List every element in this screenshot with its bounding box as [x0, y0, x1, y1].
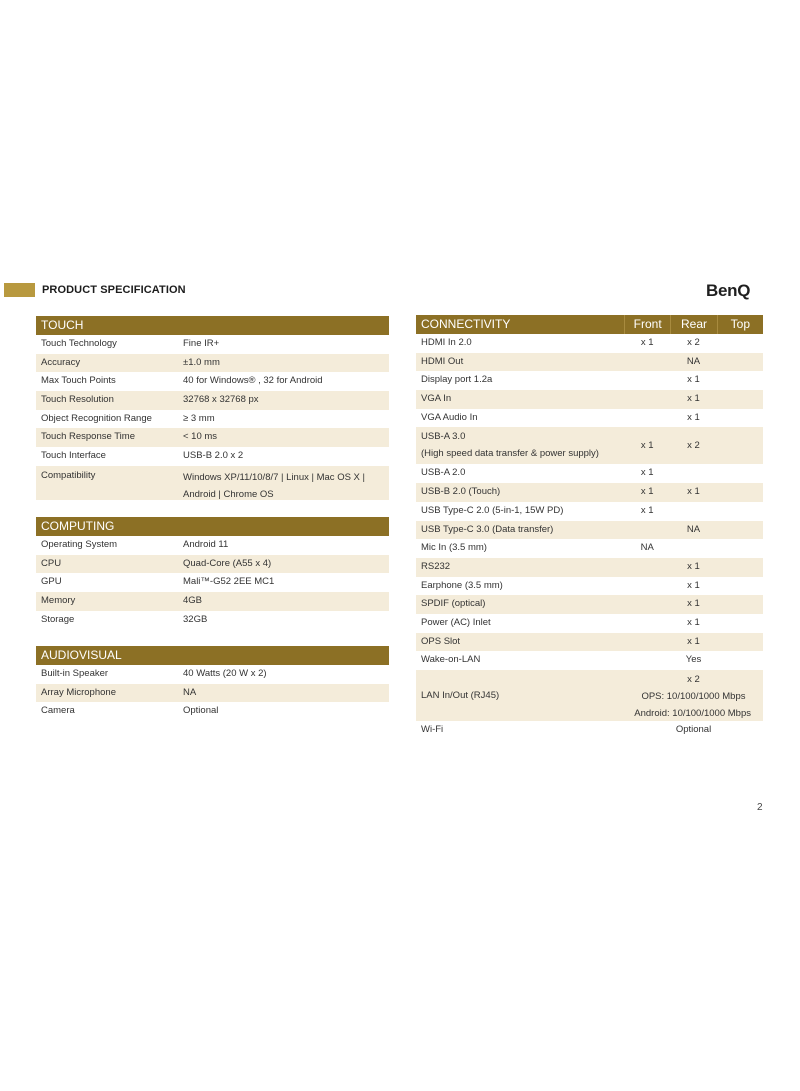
- computing-section-title: COMPUTING: [36, 517, 389, 536]
- spec-label: GPU: [41, 576, 62, 588]
- port-rear: x 1: [687, 598, 700, 610]
- port-row: [416, 721, 763, 740]
- spec-row: [36, 536, 389, 555]
- spec-label: Built-in Speaker: [41, 668, 109, 679]
- port-rear: NA: [686, 355, 701, 367]
- port-label: VGA Audio In: [421, 411, 478, 423]
- port-rear: x 1: [687, 374, 700, 386]
- port-row: [416, 614, 763, 633]
- port-label: Power (AC) Inlet: [421, 616, 491, 628]
- port-top: [717, 353, 763, 372]
- spec-label: Storage: [41, 613, 75, 625]
- spec-value-line: Android | Chrome OS: [183, 488, 274, 500]
- port-front: [624, 371, 670, 390]
- port-row: [416, 521, 763, 540]
- port-label: USB-A 2.0: [421, 467, 466, 479]
- port-rear: x 1: [687, 393, 700, 405]
- port-front: x 1: [640, 486, 654, 498]
- port-front: [624, 390, 670, 409]
- spec-value: Quad-Core (A55 x 4): [183, 557, 272, 569]
- column-front: Front: [624, 315, 670, 334]
- port-front: NA: [640, 542, 654, 554]
- spec-value: Fine IR+: [183, 338, 220, 349]
- spec-row: [36, 391, 389, 410]
- spec-value: 32768 x 32768 px: [183, 394, 259, 406]
- port-row: [416, 390, 763, 409]
- audiovisual-section-title: AUDIOVISUAL: [36, 646, 389, 665]
- spec-row: [36, 611, 389, 630]
- spec-label: Accuracy: [41, 356, 81, 368]
- port-label: Earphone (3.5 mm): [421, 579, 503, 591]
- port-row: [416, 670, 763, 721]
- port-top: [717, 614, 763, 633]
- spec-value: [183, 466, 389, 500]
- spec-label: Max Touch Points: [41, 375, 116, 387]
- port-row: [416, 558, 763, 577]
- spec-row: [36, 466, 389, 500]
- spec-row: [36, 702, 389, 721]
- port-row: [416, 409, 763, 428]
- connectivity-section-title: CONNECTIVITY: [421, 317, 511, 331]
- port-label: USB Type-C 3.0 (Data transfer): [421, 523, 554, 535]
- port-label: Wake-on-LAN: [421, 654, 481, 666]
- port-rear: [670, 464, 716, 483]
- port-rear: x 2: [687, 337, 700, 348]
- port-rear: x 2: [687, 440, 700, 452]
- spec-value: Optional: [183, 705, 219, 717]
- benq-logo: BenQ: [706, 281, 751, 300]
- port-label: Display port 1.2a: [421, 374, 493, 386]
- port-top: [717, 483, 763, 502]
- spec-value: USB-B 2.0 x 2: [183, 450, 244, 462]
- port-label: OPS Slot: [421, 635, 461, 647]
- spec-value: 40 Watts (20 W x 2): [183, 668, 267, 679]
- port-front: [624, 595, 670, 614]
- port-label: LAN In/Out (RJ45): [421, 690, 500, 701]
- column-rear: Rear: [670, 315, 716, 334]
- port-front: x 1: [640, 467, 654, 479]
- port-row: [416, 427, 763, 464]
- spec-row: [36, 335, 389, 354]
- spec-label: Camera: [41, 705, 75, 717]
- spec-value: 40 for Windows® , 32 for Android: [183, 375, 323, 387]
- port-row: [416, 483, 763, 502]
- port-label: VGA In: [421, 393, 452, 405]
- spec-row: [36, 428, 389, 447]
- header-accent-bar: [4, 283, 35, 297]
- port-front: x 1: [640, 504, 654, 516]
- port-value-line: x 2: [687, 674, 700, 685]
- port-row: [416, 651, 763, 670]
- page-title: PRODUCT SPECIFICATION: [42, 284, 186, 296]
- spec-value: 32GB: [183, 613, 208, 625]
- spec-row: [36, 684, 389, 703]
- page-number: 2: [757, 802, 763, 813]
- port-top: [717, 577, 763, 596]
- spec-label: Compatibility: [41, 469, 96, 481]
- port-front: [624, 614, 670, 633]
- port-value: [624, 670, 763, 721]
- port-top: [717, 595, 763, 614]
- spec-row: [36, 665, 389, 684]
- port-value: Yes: [685, 654, 702, 666]
- port-label: [416, 427, 624, 464]
- spec-row: [36, 372, 389, 391]
- spec-value: 4GB: [183, 595, 203, 607]
- audiovisual-section: [36, 646, 389, 721]
- spec-label: CPU: [41, 557, 62, 569]
- port-label: HDMI In 2.0: [421, 337, 472, 348]
- computing-section: [36, 517, 389, 629]
- port-top: [717, 464, 763, 483]
- port-row: [416, 633, 763, 652]
- spec-row: [36, 555, 389, 574]
- spec-label: Memory: [41, 595, 76, 607]
- port-row: [416, 577, 763, 596]
- touch-section-title: TOUCH: [36, 316, 389, 335]
- port-top: [717, 409, 763, 428]
- port-front: x 1: [640, 337, 654, 348]
- port-front: [624, 577, 670, 596]
- port-label: USB-B 2.0 (Touch): [421, 486, 501, 498]
- port-rear: [670, 539, 716, 558]
- spec-value: Android 11: [183, 539, 229, 550]
- port-label: Wi-Fi: [421, 724, 444, 735]
- port-rear: [670, 502, 716, 521]
- port-label: RS232: [421, 560, 451, 572]
- port-top: [717, 502, 763, 521]
- port-label-line: (High speed data transfer & power supply): [421, 448, 599, 460]
- spec-label: Touch Resolution: [41, 394, 114, 406]
- spec-value: ≥ 3 mm: [183, 412, 215, 424]
- port-top: [717, 521, 763, 540]
- spec-label: Touch Technology: [41, 338, 117, 349]
- port-front: [624, 633, 670, 652]
- spec-value: < 10 ms: [183, 431, 218, 443]
- spec-value-line: Windows XP/11/10/8/7 | Linux | Mac OS X |: [183, 471, 366, 483]
- connectivity-section: [416, 315, 763, 740]
- spec-row: [36, 447, 389, 466]
- port-rear: x 1: [687, 579, 700, 591]
- port-top: [717, 371, 763, 390]
- port-row: [416, 464, 763, 483]
- spec-label: Operating System: [41, 539, 118, 550]
- port-front: [624, 409, 670, 428]
- port-top: [717, 633, 763, 652]
- spec-row: [36, 592, 389, 611]
- port-rear: x 1: [687, 616, 700, 628]
- spec-value: ±1.0 mm: [183, 356, 220, 368]
- spec-value: Mali™-G52 2EE MC1: [183, 576, 275, 588]
- port-front: [624, 521, 670, 540]
- spec-label: Touch Response Time: [41, 431, 135, 443]
- port-front: [624, 558, 670, 577]
- port-value-line: Android: 10/100/1000 Mbps: [634, 708, 751, 719]
- spec-row: [36, 410, 389, 429]
- port-row: [416, 353, 763, 372]
- touch-section: [36, 316, 389, 500]
- port-row: [416, 502, 763, 521]
- port-label-line: USB-A 3.0: [421, 431, 466, 443]
- port-row: [416, 334, 763, 353]
- port-front: x 1: [640, 440, 654, 452]
- port-rear: x 1: [687, 411, 700, 423]
- port-row: [416, 371, 763, 390]
- port-value: Optional: [675, 724, 712, 735]
- port-rear: x 1: [687, 635, 700, 647]
- spec-label: Touch Interface: [41, 450, 106, 462]
- port-top: [717, 334, 763, 353]
- spec-label: Array Microphone: [41, 686, 116, 698]
- column-top: Top: [717, 315, 763, 334]
- spec-row: [36, 573, 389, 592]
- port-top: [717, 427, 763, 464]
- port-label: SPDIF (optical): [421, 598, 486, 610]
- port-label: Mic In (3.5 mm): [421, 542, 487, 554]
- port-rear: NA: [686, 523, 701, 535]
- port-label: USB Type-C 2.0 (5-in-1, 15W PD): [421, 504, 564, 516]
- port-row: [416, 595, 763, 614]
- port-top: [717, 539, 763, 558]
- connectivity-header: [416, 315, 763, 334]
- port-front: [624, 353, 670, 372]
- spec-row: [36, 354, 389, 373]
- port-top: [717, 390, 763, 409]
- port-rear: x 1: [687, 486, 700, 498]
- port-row: [416, 539, 763, 558]
- spec-label: Object Recognition Range: [41, 412, 152, 424]
- port-top: [717, 558, 763, 577]
- port-value-line: OPS: 10/100/1000 Mbps: [641, 691, 746, 702]
- spec-value: NA: [183, 686, 197, 698]
- port-label: HDMI Out: [421, 355, 464, 367]
- port-rear: x 1: [687, 560, 700, 572]
